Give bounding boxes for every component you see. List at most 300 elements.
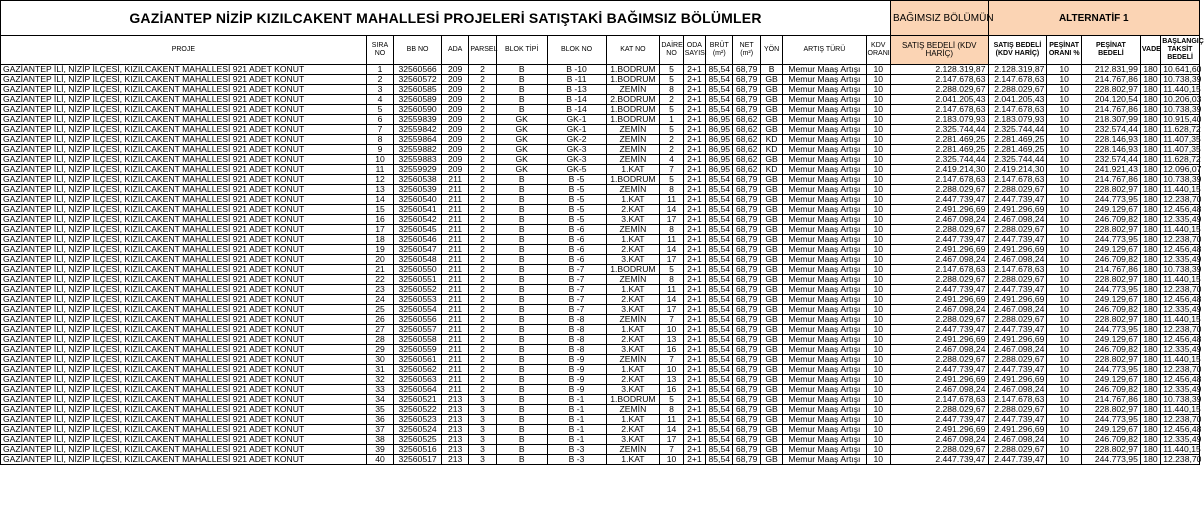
cell-satis-bedeli-kdv: 2.281.469,25: [890, 135, 988, 145]
cell-pesinat-bedeli: 214.767,86: [1081, 175, 1140, 185]
col-header-sira-no: SIRA NO: [366, 36, 393, 65]
cell-satis-bedeli-alt: 2.491.296,69: [988, 425, 1047, 435]
cell-oda-sayisi: 2+1: [683, 365, 705, 375]
cell-net: 68,62: [733, 135, 760, 145]
cell-brut: 85,54: [706, 205, 733, 215]
cell-baslangic-taksit: 11.440,15: [1161, 275, 1200, 285]
cell-pesinat-bedeli: 246.709,82: [1081, 305, 1140, 315]
cell-brut: 85,54: [706, 385, 733, 395]
cell-kdv-orani: 10: [866, 385, 890, 395]
cell-blok-tipi: B: [496, 375, 547, 385]
cell-pesinat-orani: 10: [1047, 135, 1082, 145]
cell-proje: GAZİANTEP İLİ, NİZİP İLÇESİ, KIZILCAKENT MAHALLESİ 921 ADET KONUT: [1, 415, 367, 425]
cell-yon: GB: [760, 335, 782, 345]
cell-artis-turu: Memur Maaş Artışı: [783, 325, 866, 335]
cell-baslangic-taksit: 11.440,15: [1161, 405, 1200, 415]
cell-ada: 211: [441, 305, 468, 315]
cell-proje: GAZİANTEP İLİ, NİZİP İLÇESİ, KIZILCAKENT MAHALLESİ 921 ADET KONUT: [1, 75, 367, 85]
cell-oda-sayisi: 2+1: [683, 85, 705, 95]
cell-vade: 180: [1140, 335, 1160, 345]
cell-brut: 86,95: [706, 135, 733, 145]
cell-pesinat-orani: 10: [1047, 205, 1082, 215]
cell-baslangic-taksit: 11.440,15: [1161, 315, 1200, 325]
cell-oda-sayisi: 2+1: [683, 185, 705, 195]
cell-net: 68,79: [733, 175, 760, 185]
cell-net: 68,62: [733, 155, 760, 165]
cell-baslangic-taksit: 11.628,72: [1161, 155, 1200, 165]
cell-blok-tipi: B: [496, 215, 547, 225]
cell-oda-sayisi: 2+1: [683, 235, 705, 245]
cell-parsel: 2: [469, 305, 496, 315]
cell-pesinat-orani: 10: [1047, 285, 1082, 295]
cell-sira-no: 38: [366, 435, 393, 445]
cell-satis-bedeli-kdv: 2.447.739,47: [890, 365, 988, 375]
cell-pesinat-bedeli: 249.129,67: [1081, 375, 1140, 385]
cell-kdv-orani: 10: [866, 255, 890, 265]
cell-blok-tipi: B: [496, 405, 547, 415]
cell-yon: B: [760, 65, 782, 75]
cell-brut: 85,54: [706, 315, 733, 325]
cell-blok-tipi: B: [496, 305, 547, 315]
table-row: [1, 415, 1200, 425]
cell-daire-no: 11: [660, 195, 683, 205]
cell-sira-no: 11: [366, 165, 393, 175]
col-header-yon: YÖN: [760, 36, 782, 65]
cell-blok-tipi: B: [496, 75, 547, 85]
cell-oda-sayisi: 2+1: [683, 345, 705, 355]
cell-blok-no: B -5: [547, 215, 606, 225]
cell-kdv-orani: 10: [866, 275, 890, 285]
cell-sira-no: 25: [366, 305, 393, 315]
cell-ada: 213: [441, 435, 468, 445]
cell-net: 68,79: [733, 415, 760, 425]
cell-brut: 85,54: [706, 395, 733, 405]
cell-satis-bedeli-alt: 2.288.029,67: [988, 185, 1047, 195]
group-alternatif-1: ALTERNATİF 1: [988, 1, 1200, 36]
cell-artis-turu: Memur Maaş Artışı: [783, 425, 866, 435]
cell-vade: 180: [1140, 225, 1160, 235]
cell-blok-no: B -9: [547, 375, 606, 385]
cell-baslangic-taksit: 11.440,15: [1161, 85, 1200, 95]
cell-blok-tipi: B: [496, 345, 547, 355]
cell-satis-bedeli-kdv: 2.041.205,43: [890, 95, 988, 105]
cell-kdv-orani: 10: [866, 355, 890, 365]
cell-proje: GAZİANTEP İLİ, NİZİP İLÇESİ, KIZILCAKENT MAHALLESİ 921 ADET KONUT: [1, 325, 367, 335]
cell-kdv-orani: 10: [866, 135, 890, 145]
table-row: [1, 85, 1200, 95]
table-row: [1, 95, 1200, 105]
col-header-satis-bedeli-kdv: SATIŞ BEDELİ (KDV HARİÇ): [890, 36, 988, 65]
cell-oda-sayisi: 2+1: [683, 215, 705, 225]
cell-pesinat-orani: 10: [1047, 215, 1082, 225]
cell-yon: GB: [760, 125, 782, 135]
cell-pesinat-bedeli: 228.802,97: [1081, 85, 1140, 95]
cell-sira-no: 4: [366, 95, 393, 105]
table-row: [1, 145, 1200, 155]
cell-blok-tipi: B: [496, 245, 547, 255]
table-row: [1, 255, 1200, 265]
cell-sira-no: 16: [366, 215, 393, 225]
cell-satis-bedeli-alt: 2.147.678,63: [988, 75, 1047, 85]
cell-satis-bedeli-alt: 2.325.744,44: [988, 125, 1047, 135]
cell-oda-sayisi: 2+1: [683, 115, 705, 125]
cell-satis-bedeli-kdv: 2.467.098,24: [890, 305, 988, 315]
cell-kdv-orani: 10: [866, 315, 890, 325]
cell-satis-bedeli-kdv: 2.288.029,67: [890, 405, 988, 415]
cell-oda-sayisi: 2+1: [683, 325, 705, 335]
cell-yon: GB: [760, 265, 782, 275]
cell-satis-bedeli-kdv: 2.183.079,93: [890, 115, 988, 125]
cell-blok-tipi: B: [496, 265, 547, 275]
cell-satis-bedeli-kdv: 2.147.678,63: [890, 395, 988, 405]
cell-satis-bedeli-alt: 2.147.678,63: [988, 175, 1047, 185]
cell-kdv-orani: 10: [866, 415, 890, 425]
cell-satis-bedeli-alt: 2.447.739,47: [988, 195, 1047, 205]
cell-pesinat-bedeli: 218.307,99: [1081, 115, 1140, 125]
cell-bb-no: 32560550: [394, 265, 442, 275]
cell-net: 68,79: [733, 325, 760, 335]
cell-satis-bedeli-kdv: 2.447.739,47: [890, 195, 988, 205]
col-header-artis-turu: ARTIŞ TÜRÜ: [783, 36, 866, 65]
cell-satis-bedeli-kdv: 2.147.678,63: [890, 265, 988, 275]
cell-yon: GB: [760, 305, 782, 315]
cell-ada: 211: [441, 265, 468, 275]
cell-artis-turu: Memur Maaş Artışı: [783, 205, 866, 215]
cell-baslangic-taksit: 12.238,70: [1161, 285, 1200, 295]
cell-kdv-orani: 10: [866, 85, 890, 95]
cell-baslangic-taksit: 12.456,48: [1161, 205, 1200, 215]
cell-bb-no: 32560548: [394, 255, 442, 265]
cell-brut: 85,54: [706, 275, 733, 285]
cell-ada: 211: [441, 355, 468, 365]
cell-oda-sayisi: 2+1: [683, 165, 705, 175]
cell-yon: GB: [760, 245, 782, 255]
cell-net: 68,79: [733, 85, 760, 95]
cell-vade: 180: [1140, 165, 1160, 175]
cell-ada: 211: [441, 175, 468, 185]
cell-sira-no: 37: [366, 425, 393, 435]
table-row: [1, 205, 1200, 215]
cell-sira-no: 33: [366, 385, 393, 395]
cell-kat-no: 2.KAT: [606, 295, 660, 305]
cell-kat-no: 1.KAT: [606, 415, 660, 425]
cell-brut: 85,54: [706, 345, 733, 355]
cell-net: 68,79: [733, 345, 760, 355]
cell-blok-tipi: B: [496, 285, 547, 295]
cell-net: 68,79: [733, 215, 760, 225]
table-row: [1, 65, 1200, 75]
cell-blok-tipi: B: [496, 455, 547, 465]
cell-kat-no: 2.KAT: [606, 245, 660, 255]
cell-pesinat-orani: 10: [1047, 85, 1082, 95]
cell-satis-bedeli-kdv: 2.147.678,63: [890, 105, 988, 115]
cell-artis-turu: Memur Maaş Artışı: [783, 365, 866, 375]
cell-proje: GAZİANTEP İLİ, NİZİP İLÇESİ, KIZILCAKENT MAHALLESİ 921 ADET KONUT: [1, 205, 367, 215]
cell-pesinat-orani: 10: [1047, 175, 1082, 185]
cell-artis-turu: Memur Maaş Artışı: [783, 385, 866, 395]
cell-brut: 85,54: [706, 425, 733, 435]
cell-pesinat-bedeli: 244.773,95: [1081, 285, 1140, 295]
cell-pesinat-orani: 10: [1047, 195, 1082, 205]
cell-kdv-orani: 10: [866, 245, 890, 255]
cell-sira-no: 17: [366, 225, 393, 235]
cell-artis-turu: Memur Maaş Artışı: [783, 215, 866, 225]
cell-pesinat-bedeli: 246.709,82: [1081, 215, 1140, 225]
cell-pesinat-orani: 10: [1047, 265, 1082, 275]
cell-sira-no: 6: [366, 115, 393, 125]
cell-proje: GAZİANTEP İLİ, NİZİP İLÇESİ, KIZILCAKENT MAHALLESİ 921 ADET KONUT: [1, 245, 367, 255]
cell-kat-no: ZEMİN: [606, 185, 660, 195]
cell-pesinat-bedeli: 212.831,99: [1081, 65, 1140, 75]
cell-satis-bedeli-alt: 2.447.739,47: [988, 455, 1047, 465]
cell-blok-tipi: B: [496, 315, 547, 325]
cell-vade: 180: [1140, 65, 1160, 75]
cell-daire-no: 8: [660, 225, 683, 235]
cell-kat-no: 3.KAT: [606, 385, 660, 395]
cell-brut: 85,54: [706, 85, 733, 95]
cell-sira-no: 29: [366, 345, 393, 355]
cell-satis-bedeli-kdv: 2.288.029,67: [890, 185, 988, 195]
cell-net: 68,62: [733, 165, 760, 175]
cell-vade: 180: [1140, 125, 1160, 135]
cell-satis-bedeli-alt: 2.183.079,93: [988, 115, 1047, 125]
cell-proje: GAZİANTEP İLİ, NİZİP İLÇESİ, KIZILCAKENT MAHALLESİ 921 ADET KONUT: [1, 395, 367, 405]
cell-satis-bedeli-alt: 2.281.469,25: [988, 135, 1047, 145]
cell-pesinat-orani: 10: [1047, 105, 1082, 115]
cell-satis-bedeli-alt: 2.447.739,47: [988, 285, 1047, 295]
table-row: [1, 235, 1200, 245]
cell-proje: GAZİANTEP İLİ, NİZİP İLÇESİ, KIZILCAKENT MAHALLESİ 921 ADET KONUT: [1, 115, 367, 125]
cell-pesinat-bedeli: 249.129,67: [1081, 335, 1140, 345]
cell-satis-bedeli-kdv: 2.447.739,47: [890, 325, 988, 335]
cell-pesinat-orani: 10: [1047, 425, 1082, 435]
cell-bb-no: 32560545: [394, 225, 442, 235]
cell-daire-no: 2: [660, 145, 683, 155]
cell-yon: KD: [760, 165, 782, 175]
cell-parsel: 3: [469, 455, 496, 465]
cell-baslangic-taksit: 11.407,35: [1161, 145, 1200, 155]
cell-daire-no: 5: [660, 75, 683, 85]
cell-sira-no: 5: [366, 105, 393, 115]
cell-vade: 180: [1140, 445, 1160, 455]
cell-kat-no: ZEMİN: [606, 405, 660, 415]
cell-net: 68,79: [733, 375, 760, 385]
cell-blok-no: B -7: [547, 265, 606, 275]
cell-sira-no: 34: [366, 395, 393, 405]
cell-vade: 180: [1140, 105, 1160, 115]
col-header-kdv-orani: KDV ORANI: [866, 36, 890, 65]
cell-kdv-orani: 10: [866, 175, 890, 185]
cell-blok-tipi: B: [496, 105, 547, 115]
cell-kat-no: ZEMİN: [606, 355, 660, 365]
cell-oda-sayisi: 2+1: [683, 425, 705, 435]
cell-artis-turu: Memur Maaş Artışı: [783, 455, 866, 465]
cell-oda-sayisi: 2+1: [683, 265, 705, 275]
header-row: [1, 36, 1200, 65]
cell-yon: GB: [760, 115, 782, 125]
cell-yon: GB: [760, 415, 782, 425]
cell-daire-no: 1: [660, 115, 683, 125]
cell-proje: GAZİANTEP İLİ, NİZİP İLÇESİ, KIZILCAKENT MAHALLESİ 921 ADET KONUT: [1, 185, 367, 195]
cell-daire-no: 17: [660, 255, 683, 265]
cell-pesinat-bedeli: 204.120,54: [1081, 95, 1140, 105]
cell-baslangic-taksit: 10.738,39: [1161, 265, 1200, 275]
cell-vade: 180: [1140, 175, 1160, 185]
cell-blok-no: GK-1: [547, 115, 606, 125]
cell-kat-no: ZEMİN: [606, 125, 660, 135]
cell-kat-no: 1.KAT: [606, 285, 660, 295]
cell-blok-tipi: B: [496, 85, 547, 95]
col-header-pesinat-orani: PEŞİNAT ORANI %: [1047, 36, 1082, 65]
cell-baslangic-taksit: 10.738,39: [1161, 105, 1200, 115]
cell-kdv-orani: 10: [866, 305, 890, 315]
cell-yon: GB: [760, 205, 782, 215]
cell-satis-bedeli-kdv: 2.491.296,69: [890, 295, 988, 305]
cell-pesinat-bedeli: 228.802,97: [1081, 315, 1140, 325]
cell-sira-no: 24: [366, 295, 393, 305]
cell-kdv-orani: 10: [866, 235, 890, 245]
cell-proje: GAZİANTEP İLİ, NİZİP İLÇESİ, KIZILCAKENT MAHALLESİ 921 ADET KONUT: [1, 305, 367, 315]
cell-net: 68,79: [733, 285, 760, 295]
cell-proje: GAZİANTEP İLİ, NİZİP İLÇESİ, KIZILCAKENT MAHALLESİ 921 ADET KONUT: [1, 455, 367, 465]
cell-blok-no: B -14: [547, 95, 606, 105]
cell-proje: GAZİANTEP İLİ, NİZİP İLÇESİ, KIZILCAKENT MAHALLESİ 921 ADET KONUT: [1, 95, 367, 105]
cell-satis-bedeli-kdv: 2.467.098,24: [890, 345, 988, 355]
cell-ada: 213: [441, 425, 468, 435]
col-header-kat-no: KAT NO: [606, 36, 660, 65]
cell-satis-bedeli-kdv: 2.281.469,25: [890, 145, 988, 155]
cell-vade: 180: [1140, 305, 1160, 315]
cell-proje: GAZİANTEP İLİ, NİZİP İLÇESİ, KIZILCAKENT MAHALLESİ 921 ADET KONUT: [1, 355, 367, 365]
cell-pesinat-orani: 10: [1047, 415, 1082, 425]
cell-sira-no: 31: [366, 365, 393, 375]
cell-daire-no: 13: [660, 375, 683, 385]
cell-proje: GAZİANTEP İLİ, NİZİP İLÇESİ, KIZILCAKENT MAHALLESİ 921 ADET KONUT: [1, 295, 367, 305]
cell-parsel: 2: [469, 205, 496, 215]
cell-kat-no: 1.BODRUM: [606, 265, 660, 275]
cell-satis-bedeli-alt: 2.467.098,24: [988, 385, 1047, 395]
cell-yon: GB: [760, 275, 782, 285]
cell-satis-bedeli-kdv: 2.467.098,24: [890, 435, 988, 445]
cell-kdv-orani: 10: [866, 445, 890, 455]
col-header-daire-no: DAİRE NO: [660, 36, 683, 65]
cell-brut: 85,54: [706, 185, 733, 195]
cell-daire-no: 17: [660, 435, 683, 445]
cell-parsel: 2: [469, 365, 496, 375]
cell-pesinat-orani: 10: [1047, 315, 1082, 325]
cell-sira-no: 9: [366, 145, 393, 155]
cell-pesinat-bedeli: 244.773,95: [1081, 235, 1140, 245]
cell-blok-tipi: B: [496, 415, 547, 425]
cell-net: 68,79: [733, 435, 760, 445]
cell-yon: GB: [760, 365, 782, 375]
cell-pesinat-bedeli: 249.129,67: [1081, 245, 1140, 255]
cell-proje: GAZİANTEP İLİ, NİZİP İLÇESİ, KIZILCAKENT MAHALLESİ 921 ADET KONUT: [1, 105, 367, 115]
cell-oda-sayisi: 2+1: [683, 415, 705, 425]
cell-satis-bedeli-kdv: 2.128.319,87: [890, 65, 988, 75]
cell-artis-turu: Memur Maaş Artışı: [783, 315, 866, 325]
cell-kat-no: ZEMİN: [606, 155, 660, 165]
cell-kdv-orani: 10: [866, 195, 890, 205]
cell-oda-sayisi: 2+1: [683, 445, 705, 455]
cell-net: 68,79: [733, 405, 760, 415]
col-header-baslangic-taksit: BAŞLANGIÇ TAKSİT BEDELİ: [1161, 36, 1200, 65]
cell-net: 68,79: [733, 75, 760, 85]
cell-ada: 209: [441, 75, 468, 85]
cell-satis-bedeli-alt: 2.467.098,24: [988, 215, 1047, 225]
cell-kdv-orani: 10: [866, 335, 890, 345]
cell-bb-no: 32560551: [394, 275, 442, 285]
cell-satis-bedeli-kdv: 2.447.739,47: [890, 235, 988, 245]
cell-parsel: 2: [469, 295, 496, 305]
cell-kdv-orani: 10: [866, 265, 890, 275]
cell-sira-no: 14: [366, 195, 393, 205]
cell-kat-no: 3.KAT: [606, 215, 660, 225]
cell-daire-no: 8: [660, 405, 683, 415]
cell-baslangic-taksit: 11.440,15: [1161, 185, 1200, 195]
cell-artis-turu: Memur Maaş Artışı: [783, 345, 866, 355]
cell-bb-no: 32560523: [394, 415, 442, 425]
cell-net: 68,62: [733, 125, 760, 135]
cell-kdv-orani: 10: [866, 205, 890, 215]
cell-yon: GB: [760, 315, 782, 325]
cell-kdv-orani: 10: [866, 115, 890, 125]
cell-vade: 180: [1140, 185, 1160, 195]
cell-kat-no: 1.KAT: [606, 455, 660, 465]
cell-proje: GAZİANTEP İLİ, NİZİP İLÇESİ, KIZILCAKENT MAHALLESİ 921 ADET KONUT: [1, 275, 367, 285]
cell-oda-sayisi: 2+1: [683, 145, 705, 155]
cell-daire-no: 8: [660, 85, 683, 95]
table-row: [1, 305, 1200, 315]
cell-satis-bedeli-alt: 2.491.296,69: [988, 245, 1047, 255]
cell-pesinat-orani: 10: [1047, 75, 1082, 85]
cell-daire-no: 14: [660, 245, 683, 255]
cell-satis-bedeli-alt: 2.288.029,67: [988, 315, 1047, 325]
cell-yon: GB: [760, 185, 782, 195]
cell-oda-sayisi: 2+1: [683, 355, 705, 365]
cell-oda-sayisi: 2+1: [683, 335, 705, 345]
table-row: [1, 385, 1200, 395]
cell-kat-no: 1.BODRUM: [606, 75, 660, 85]
cell-satis-bedeli-kdv: 2.288.029,67: [890, 85, 988, 95]
cell-vade: 180: [1140, 455, 1160, 465]
cell-blok-tipi: B: [496, 195, 547, 205]
cell-bb-no: 32560561: [394, 355, 442, 365]
cell-pesinat-bedeli: 244.773,95: [1081, 455, 1140, 465]
cell-blok-tipi: B: [496, 65, 547, 75]
cell-pesinat-orani: 10: [1047, 345, 1082, 355]
table-row: [1, 445, 1200, 455]
table-row: [1, 455, 1200, 465]
cell-vade: 180: [1140, 265, 1160, 275]
cell-sira-no: 26: [366, 315, 393, 325]
cell-bb-no: 32560563: [394, 375, 442, 385]
cell-proje: GAZİANTEP İLİ, NİZİP İLÇESİ, KIZILCAKENT MAHALLESİ 921 ADET KONUT: [1, 385, 367, 395]
cell-artis-turu: Memur Maaş Artışı: [783, 445, 866, 455]
cell-satis-bedeli-kdv: 2.325.744,44: [890, 125, 988, 135]
cell-oda-sayisi: 2+1: [683, 105, 705, 115]
cell-artis-turu: Memur Maaş Artışı: [783, 155, 866, 165]
cell-pesinat-orani: 10: [1047, 435, 1082, 445]
cell-parsel: 2: [469, 105, 496, 115]
cell-net: 68,79: [733, 335, 760, 345]
cell-net: 68,62: [733, 145, 760, 155]
cell-artis-turu: Memur Maaş Artışı: [783, 265, 866, 275]
cell-daire-no: 13: [660, 335, 683, 345]
cell-baslangic-taksit: 12.335,49: [1161, 385, 1200, 395]
cell-sira-no: 21: [366, 265, 393, 275]
cell-sira-no: 2: [366, 75, 393, 85]
